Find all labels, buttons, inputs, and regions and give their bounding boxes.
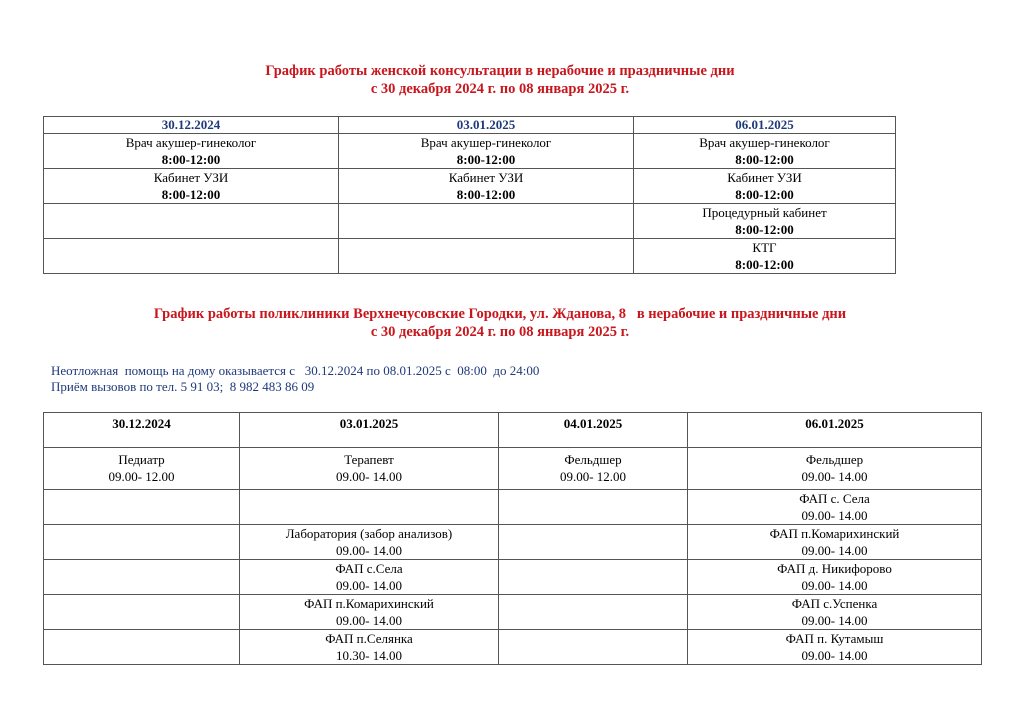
emergency-info-line1: Неотложная помощь на дому оказывается с 30.12.2024 по 08.01.2025 с 08:00 до 24:00	[51, 363, 540, 378]
column-header: 03.01.2025	[240, 413, 499, 448]
schedule-cell	[240, 490, 499, 525]
schedule-cell	[688, 490, 982, 525]
service-hours: 09.00- 14.00	[335, 469, 403, 484]
emergency-info	[51, 363, 539, 395]
service-name: Процедурный кабинет	[702, 205, 827, 220]
column-header: 30.12.2024	[44, 413, 240, 448]
service-hours: 10.30- 14.00	[335, 648, 403, 663]
service-name: Кабинет УЗИ	[727, 170, 802, 185]
polyclinic-schedule-table	[43, 412, 982, 665]
schedule-cell	[634, 204, 896, 239]
schedule-cell	[499, 560, 688, 595]
service-name: ФАП п. Кутамыш	[785, 631, 884, 646]
service-name: ФАП с.Села	[335, 561, 403, 576]
table-row	[44, 169, 896, 204]
schedule-cell	[44, 630, 240, 665]
service-hours: 09.00- 14.00	[801, 543, 868, 558]
service-hours: 09.00- 14.00	[801, 648, 868, 663]
table-header-row	[44, 117, 896, 134]
schedule-cell	[688, 525, 982, 560]
service-hours: 8:00-12:00	[456, 187, 516, 202]
schedule-cell	[634, 169, 896, 204]
schedule-cell	[240, 448, 499, 490]
service-name: ФАП с. Села	[799, 491, 870, 506]
column-header: 30.12.2024	[44, 117, 339, 134]
table-row	[44, 204, 896, 239]
service-name: Врач акушер-гинеколог	[699, 135, 830, 150]
women-consultation-title-line2: с 30 декабря 2024 г. по 08 января 2025 г.	[370, 81, 630, 97]
service-hours: 09.00- 14.00	[801, 613, 868, 628]
schedule-cell	[499, 448, 688, 490]
service-hours: 09.00- 14.00	[801, 508, 868, 523]
table-row	[44, 630, 982, 665]
column-header: 06.01.2025	[688, 413, 982, 448]
service-name: Фельдшер	[805, 452, 864, 467]
schedule-cell	[44, 595, 240, 630]
service-name: ФАП п.Комарихинский	[304, 596, 434, 611]
schedule-cell	[240, 595, 499, 630]
schedule-cell	[339, 134, 634, 169]
column-header: 06.01.2025	[634, 117, 896, 134]
schedule-cell	[499, 490, 688, 525]
schedule-cell	[240, 630, 499, 665]
schedule-cell	[688, 560, 982, 595]
service-hours: 8:00-12:00	[735, 222, 794, 237]
service-hours: 8:00-12:00	[161, 187, 221, 202]
schedule-cell	[688, 448, 982, 490]
schedule-cell	[44, 239, 339, 274]
service-hours: 09.00- 14.00	[335, 578, 403, 593]
service-hours: 8:00-12:00	[161, 152, 221, 167]
table-row	[44, 595, 982, 630]
service-name: Педиатр	[118, 452, 165, 467]
schedule-cell	[44, 169, 339, 204]
service-name: ФАП п.Комарихинский	[769, 526, 900, 541]
service-name: Лаборатория (забор анализов)	[285, 526, 453, 541]
service-hours: 09.00- 14.00	[801, 469, 868, 484]
schedule-cell	[339, 169, 634, 204]
table-row	[44, 560, 982, 595]
service-name: Кабинет УЗИ	[448, 170, 524, 185]
emergency-info-line2: Приём вызовов по тел. 5 91 03; 8 982 483 86 09	[51, 379, 315, 394]
service-hours: 8:00-12:00	[735, 187, 794, 202]
polyclinic-title-line2: с 30 декабря 2024 г. по 08 января 2025 г.	[370, 324, 630, 340]
schedule-cell	[44, 204, 339, 239]
service-hours: 8:00-12:00	[456, 152, 516, 167]
service-name: Врач акушер-гинеколог	[420, 135, 552, 150]
service-name: ФАП п.Селянка	[325, 631, 413, 646]
table-row	[44, 448, 982, 490]
column-header: 03.01.2025	[339, 117, 634, 134]
service-hours: 09.00- 12.00	[559, 469, 627, 484]
schedule-cell	[339, 239, 634, 274]
service-name: КТГ	[752, 240, 777, 255]
polyclinic-title-line1: График работы поликлиники Верхнечусовские Городки, ул. Жданова, 8 в нерабочие и праздничные дни	[153, 306, 847, 322]
table-header-row	[44, 413, 982, 448]
table-row	[44, 239, 896, 274]
schedule-cell	[634, 134, 896, 169]
schedule-cell	[339, 204, 634, 239]
table-row	[44, 134, 896, 169]
schedule-cell	[688, 595, 982, 630]
service-name: Фельдшер	[564, 452, 622, 467]
schedule-cell	[499, 630, 688, 665]
schedule-cell	[44, 560, 240, 595]
service-name: ФАП с.Успенка	[791, 596, 878, 611]
schedule-cell	[44, 134, 339, 169]
service-hours: 8:00-12:00	[735, 152, 794, 167]
schedule-cell	[499, 525, 688, 560]
schedule-cell	[634, 239, 896, 274]
schedule-cell	[44, 448, 240, 490]
service-hours: 09.00- 14.00	[801, 578, 868, 593]
column-header: 04.01.2025	[499, 413, 688, 448]
schedule-cell	[44, 525, 240, 560]
service-name: ФАП д. Никифорово	[777, 561, 892, 576]
women-consultation-title-line1: График работы женской консультации в нерабочие и праздничные дни	[265, 63, 735, 79]
service-name: Терапевт	[344, 452, 394, 467]
schedule-cell	[499, 595, 688, 630]
service-hours: 09.00- 14.00	[335, 613, 403, 628]
table-row	[44, 490, 982, 525]
schedule-cell	[240, 560, 499, 595]
service-name: Кабинет УЗИ	[153, 170, 229, 185]
service-hours: 09.00- 14.00	[335, 543, 403, 558]
table-row	[44, 525, 982, 560]
schedule-cell	[240, 525, 499, 560]
schedule-cell	[688, 630, 982, 665]
women-consultation-schedule-table	[43, 116, 896, 274]
polyclinic-title	[0, 305, 1012, 341]
women-consultation-title	[0, 62, 1012, 98]
service-name: Врач акушер-гинеколог	[125, 135, 257, 150]
service-hours: 09.00- 12.00	[108, 469, 175, 484]
service-hours: 8:00-12:00	[735, 257, 794, 272]
schedule-cell	[44, 490, 240, 525]
